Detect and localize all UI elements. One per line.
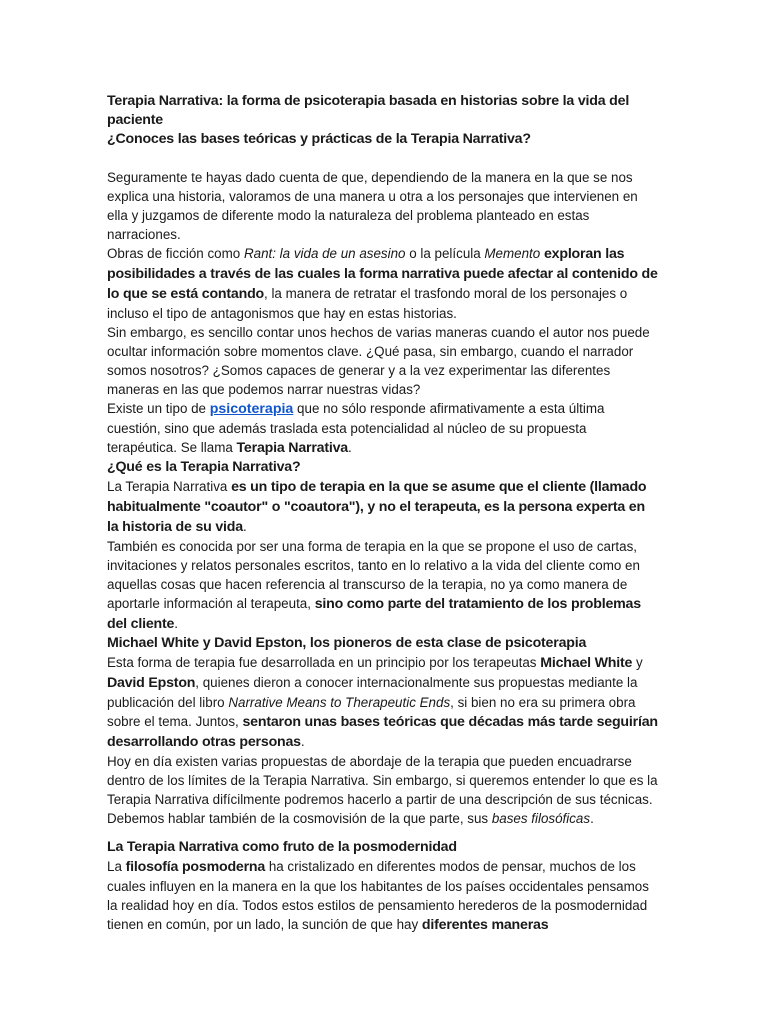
document-page: [107, 92, 659, 935]
paragraph-1: Seguramente te hayas dado cuenta de que, dependiendo de la manera en la que se nos explica una historia, valoramos de una manera u otra a los personajes que intervienen en ella y juzgamos de diferente modo la naturaleza del problema planteado en estas narraciones.: [107, 170, 638, 242]
paragraph-6: También es conocida por ser una forma de terapia en la que se propone el uso de cartas, invitaciones y relatos personales escritos, tanto en lo relativo a la vida del cliente como en aquellas cosas que hacen referencia al transcurso de la terapia, no ya como manera de aportarle información al terapeuta, sino como parte del tratamiento de los problemas del cliente.: [107, 539, 641, 632]
emphasis: diferentes maneras: [421, 917, 549, 933]
book-title: Rant: la vida de un asesino: [243, 246, 406, 261]
section-heading-pioneers: Michael White y David Epston, los pioneros de esta clase de psicoterapia: [107, 635, 587, 651]
emphasis: Terapia Narrativa: [236, 440, 348, 456]
paragraph-2: Obras de ficción como Rant: la vida de un asesino o la película Memento exploran las posibilidades a través de las cuales la forma narrativa puede afectar al contenido de lo que se está contando, la manera de retratar el trasfondo moral de los personajes o incluso el tipo de antagonismos que hay en estas historias.: [107, 246, 658, 321]
emphasis: filosofía posmoderna: [125, 859, 266, 875]
emphasis: exploran las posibilidades a través de las cuales la forma narrativa puede afectar al contenido de lo que se está contando: [107, 246, 658, 302]
book-title: Narrative Means to Therapeutic Ends: [228, 695, 451, 710]
document-title: Terapia Narrativa: la forma de psicoterapia basada en historias sobre la vida del paciente: [107, 93, 630, 128]
author-name: Michael White: [540, 655, 633, 671]
section-heading-postmodernity: La Terapia Narrativa como fruto de la posmodernidad: [107, 839, 457, 855]
emphasis: es un tipo de terapia en la que se asume que el cliente (llamado habitualmente "coautor" o "coautora"), y no el terapeuta, es la persona experta en la historia de su vida: [107, 479, 647, 535]
paragraph-4: Existe un tipo de psicoterapia que no sólo responde afirmativamente a esta última cuestión, sino que además traslada esta potencialidad al núcleo de su propuesta terapéutica. Se llama Terapia Narrativa.: [107, 401, 605, 456]
document-subtitle: ¿Conoces las bases teóricas y prácticas de la Terapia Narrativa?: [107, 131, 531, 147]
author-name: David Epston: [107, 675, 196, 691]
spacer: [107, 149, 659, 168]
section-heading-what-is: ¿Qué es la Terapia Narrativa?: [107, 459, 301, 475]
paragraph-5: La Terapia Narrativa es un tipo de terapia en la que se asume que el cliente (llamado habitualmente "coautor" o "coautora"), y no el terapeuta, es la persona experta en la historia de su vida.: [107, 479, 647, 535]
psicoterapia-link[interactable]: psicoterapia: [209, 401, 294, 417]
emphasis: sentaron unas bases teóricas que décadas más tarde seguirían desarrollando otras personas: [107, 714, 658, 750]
emphasis: sino como parte del tratamiento de los problemas del cliente: [107, 596, 641, 632]
paragraph-9: La filosofía posmoderna ha cristalizado en diferentes modos de pensar, muchos de los cuales influyen en la manera en la que los habitantes de los países occidentales pensamos la realidad hoy en día. Todos estos estilos de pensamiento herederos de la posmodernidad tienen en común, por un lado, la sunción de que hay diferentes maneras: [107, 859, 649, 933]
paragraph-7: Esta forma de terapia fue desarrollada en un principio por los terapeutas Michael White y David Epston, quienes dieron a conocer internacionalmente sus propuestas mediante la publicación del libro Narrative Means to Therapeutic Ends, si bien no era su primera obra sobre el tema. Juntos, sentaron unas bases teóricas que décadas más tarde seguirían desarrollando otras personas.: [107, 655, 658, 750]
paragraph-8: Hoy en día existen varias propuestas de abordaje de la terapia que pueden encuadrarse dentro de los límites de la Terapia Narrativa. Sin embargo, si queremos entender lo que es la Terapia Narrativa difícilmente podremos hacerlo a partir de una descripción de sus técnicas. Debemos hablar también de la cosmovisión de la que parte, sus bases filosóficas.: [107, 754, 658, 826]
emphasis-italic: bases filosóficas: [491, 811, 591, 826]
paragraph-3: Sin embargo, es sencillo contar unos hechos de varias maneras cuando el autor nos puede ocultar información sobre momentos clave. ¿Qué pasa, sin embargo, cuando el narrador somos nosotros? ¿Somos capaces de generar y a la vez experimentar las diferentes maneras en las que podemos narrar nuestras vidas?: [107, 325, 650, 397]
spacer: [107, 828, 659, 838]
film-title: Memento: [484, 246, 541, 261]
